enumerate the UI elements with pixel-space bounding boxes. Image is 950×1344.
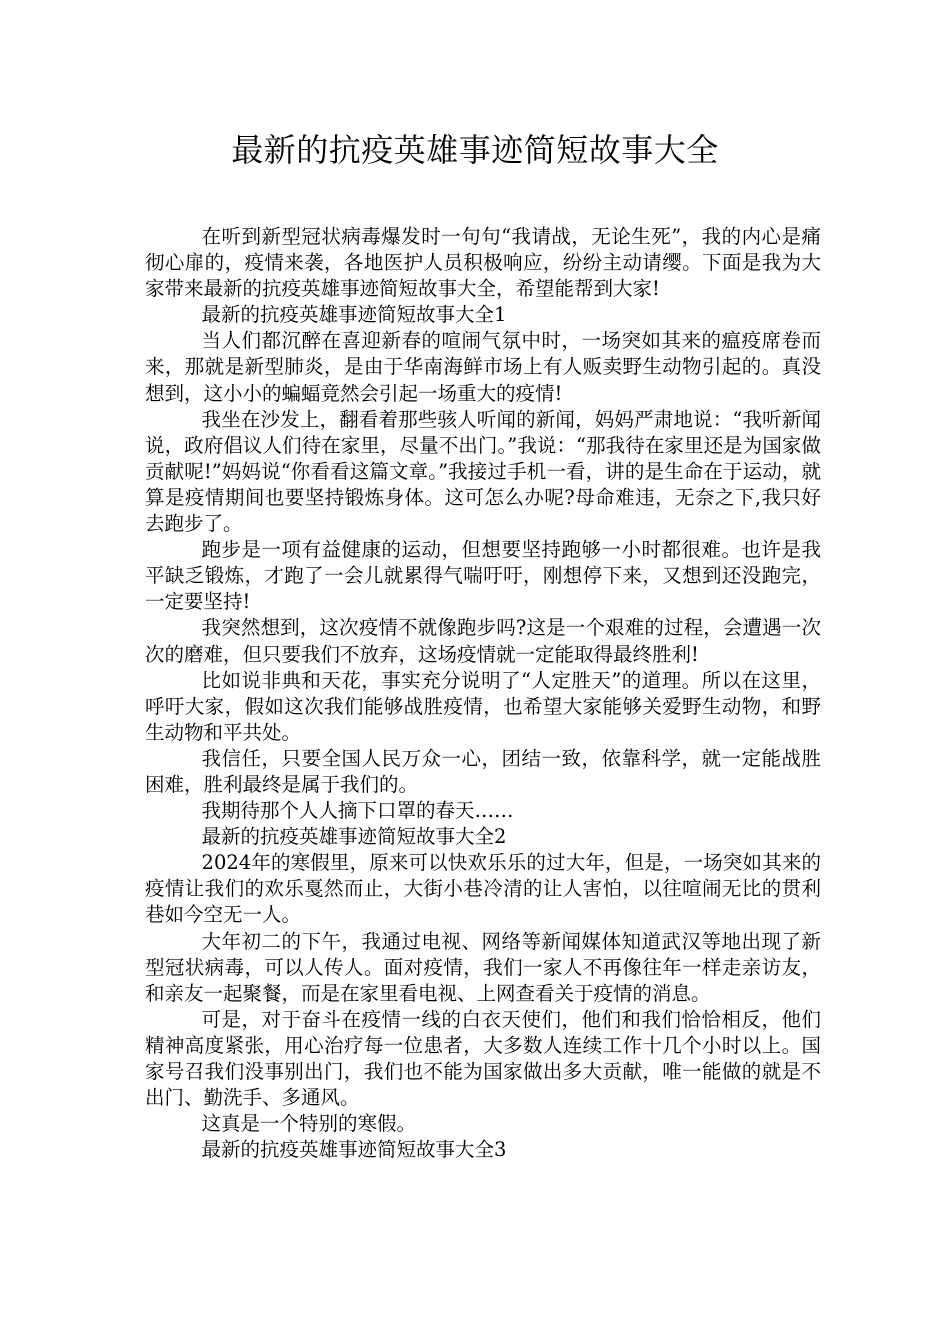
body-paragraph: 跑步是一项有益健康的运动，但想要坚持跑够一小时都很难。也许是我平缺乏锻炼，才跑了一会儿就累得气喘吁吁，刚想停下来，又想到还没跑完，一定要坚持!	[145, 538, 821, 614]
body-paragraph: 我突然想到，这次疫情不就像跑步吗?这是一个艰难的过程，会遭遇一次次的磨难，但只要我们不放弃，这场疫情就一定能取得最终胜利!	[145, 616, 821, 666]
document-body	[145, 224, 821, 1163]
body-paragraph: 比如说非典和天花，事实充分说明了“人定胜天”的道理。所以在这里，呼吁大家，假如这次我们能够战胜疫情，也希望大家能够关爱野生动物，和野生动物和平共处。	[145, 668, 821, 744]
document-title: 最新的抗疫英雄事迹简短故事大全	[231, 131, 719, 169]
section-heading-3: 最新的抗疫英雄事迹简短故事大全3	[201, 1138, 507, 1162]
body-paragraph: 当人们都沉醉在喜迎新春的喧闹气氛中时，一场突如其来的瘟疫席卷而来，那就是新型肺炎，是由于华南海鲜市场上有人贩卖野生动物引起的。真没想到，这小小的蝙蝠竟然会引起一场重大的疫情!	[145, 329, 821, 405]
section-heading-2: 最新的抗疫英雄事迹简短故事大全2	[201, 825, 507, 849]
body-paragraph: 我信任，只要全国人民万众一心，团结一致，依靠科学，就一定能战胜困难，胜利最终是属于我们的。	[145, 746, 821, 796]
body-paragraph: 大年初二的下午，我通过电视、网络等新闻媒体知道武汉等地出现了新型冠状病毒，可以人传人。面对疫情，我们一家人不再像往年一样走亲访友，和亲友一起聚餐，而是在家里看电视、上网查看关于疫情的消息。	[145, 929, 821, 1005]
body-paragraph: 可是，对于奋斗在疫情一线的白衣天使们，他们和我们恰恰相反，他们精神高度紧张，用心治疗每一位患者，大多数人连续工作十几个小时以上。国家号召我们没事别出门，我们也不能为国家做出多大贡献，唯一能做的就是不出门、勤洗手、多通风。	[145, 1007, 821, 1110]
body-paragraph: 2024年的寒假里，原来可以快欢乐乐的过大年，但是，一场突如其来的疫情让我们的欢乐戛然而止，大街小巷冷清的让人害怕，以往喧闹无比的贯利巷如今空无一人。	[145, 851, 821, 927]
body-paragraph: 我坐在沙发上，翻看着那些骇人听闻的新闻，妈妈严肃地说：“我听新闻说，政府倡议人们待在家里，尽量不出门。”我说：“那我待在家里还是为国家做贡献呢!”妈妈说“你看看这篇文章。”我接过手机一看，讲的是生命在于运动，就算是疫情期间也要坚持锻炼身体。这可怎么办呢?母命难违，无奈之下,我只好去跑步了。	[145, 407, 821, 536]
body-paragraph: 我期待那个人人摘下口罩的春天……	[201, 799, 514, 823]
intro-paragraph: 在听到新型冠状病毒爆发时一句句“我请战，无论生死”，我的内心是痛彻心扉的，疫情来袭，各地医护人员积极响应，纷纷主动请缨。下面是我为大家带来最新的抗疫英雄事迹简短故事大全，希望能帮到大家!	[145, 225, 821, 301]
body-paragraph: 这真是一个特别的寒假。	[201, 1112, 417, 1136]
section-heading-1: 最新的抗疫英雄事迹简短故事大全1	[201, 303, 507, 327]
